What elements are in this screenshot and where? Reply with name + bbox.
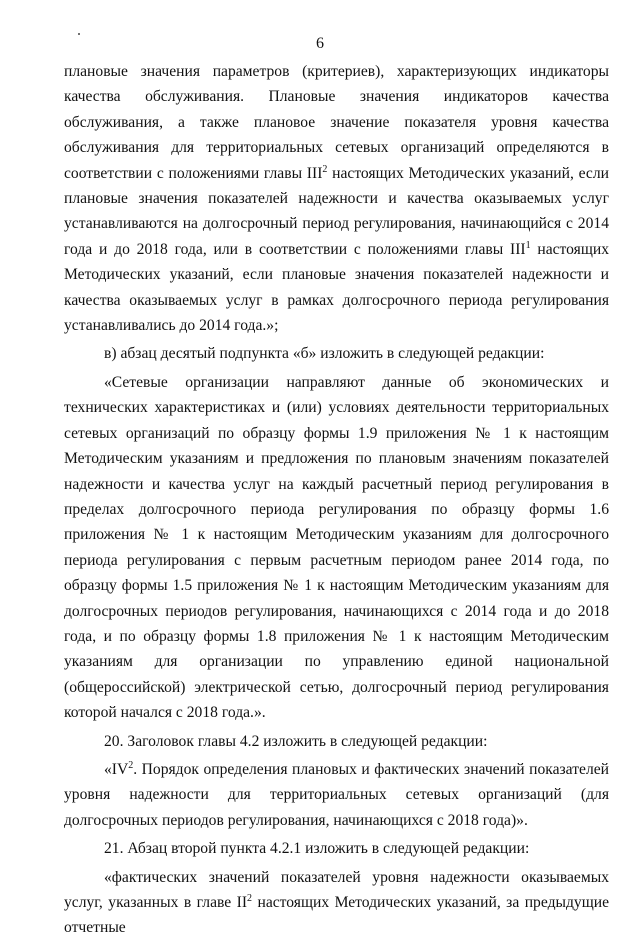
- text-segment: 20. Заголовок главы 4.2 изложить в следующей редакции:: [104, 732, 488, 750]
- text-segment: в) абзац десятый подпункта «б» изложить в следующей редакции:: [104, 345, 545, 363]
- text-segment: . Порядок определения плановых и фактических значений показателей уровня надежности для территориальных сетевых организаций (для долгосрочных периодов регулирования, начинающихся с 2018 года)».: [64, 760, 609, 829]
- superscript: 1: [525, 239, 531, 251]
- text-segment: «Сетевые организации направляют данные об экономических и технических характеристиках и (или) условиях деятельности территориальных сетевых организаций по образцу формы 1.9 приложения № 1 к настоящим Методическим указаниям и предложения по плановым значениям показателей надежности и качества услуг на каждый расчетный период регулирования в пределах долгосрочного периода регулирования по образцу формы 1.6 приложения № 1 к настоящим Методическим указаниям для долгосрочного периода регулирования с первым расчетным периодом ранее 2014 года, по образцу формы 1.5 приложения № 1 к настоящим Методическим указаниям для долгосрочных периодов регулирования, начинающихся с 2014 года и до 2018 года, и по образцу формы 1.8 приложения № 1 к настоящим Методическим указаниям для организации по управлению единой национальной (общероссийской) электрической сетью, долгосрочный период регулирования которой начался с 2018 года.».: [64, 373, 609, 722]
- paragraph-p5: [64, 757, 609, 833]
- body-text: [64, 59, 609, 944]
- paragraph-p2: [64, 341, 609, 366]
- paragraph-p6: [64, 836, 609, 861]
- text-segment: настоящих Методических указаний, если плановые значения показателей надежности и качества оказываемых услуг устанавливаются на долгосрочный период регулирования, начинающийся с 2014 года и до 2018 года, или в соответствии с положениями главы III: [64, 164, 609, 258]
- paragraph-p4: [64, 729, 609, 754]
- text-segment: настоящих Методических указаний, за предыдущие отчетные: [64, 894, 609, 937]
- text-segment: «IV: [104, 760, 129, 778]
- superscript: 2: [322, 163, 328, 175]
- page-number: 6: [316, 35, 324, 52]
- text-segment: «фактических значений показателей уровня надежности оказываемых услуг, указанных в главе II: [64, 868, 609, 911]
- superscript: 2: [247, 893, 253, 904]
- paragraph-p1: [64, 59, 609, 338]
- paragraph-p7: [64, 865, 609, 941]
- paragraph-p3: [64, 370, 609, 726]
- superscript: 2: [128, 759, 134, 771]
- text-segment: 21. Абзац второй пункта 4.2.1 изложить в следующей редакции:: [104, 840, 530, 858]
- text-segment: плановые значения параметров (критериев), характеризующих индикаторы качества обслуживания. Плановые значения индикаторов качества обслуживания, а также плановое значение показателя уровня качества обслуживания для территориальных сетевых организаций определяются в соответствии с положениями главы III: [64, 63, 609, 182]
- text-segment: настоящих Методических указаний, если плановые значения показателей надежности и качества оказываемых услуг в рамках долгосрочного периода регулирования устанавливались до 2014 года.»;: [64, 240, 609, 335]
